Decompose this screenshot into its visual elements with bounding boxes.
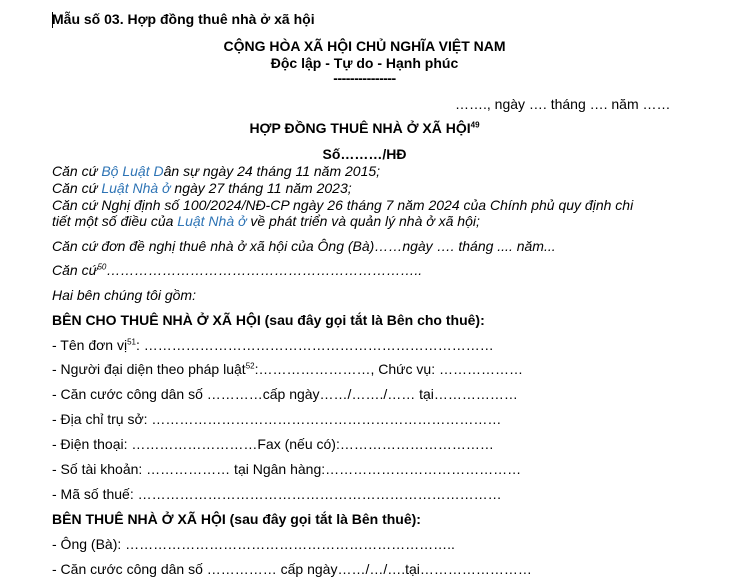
footnote-ref[interactable]: 49 (470, 120, 480, 130)
lessor-unit-name (52, 337, 494, 354)
basis-text: ………………………………………………………….. (106, 262, 423, 278)
basis-civil-code (52, 163, 380, 180)
basis-decree-cont (52, 213, 480, 230)
footnote-ref[interactable]: 51 (127, 337, 136, 347)
basis-other (52, 262, 422, 279)
field-blank: :……………………, Chức vụ: ……………… (254, 361, 523, 377)
basis-text: về phát triển và quản lý nhà ở xã hội; (246, 213, 480, 229)
basis-housing-law (52, 180, 352, 197)
housing-law-link[interactable]: Luật Nhà ở (177, 213, 247, 229)
lessor-id-card: - Căn cước công dân số …………cấp ngày……/……./…… tại……………… (52, 386, 518, 402)
field-label: - Người đại diện theo pháp luật (52, 361, 246, 377)
lessor-heading: BÊN CHO THUÊ NHÀ Ở XÃ HỘI (sau đây gọi tắt là Bên cho thuê): (52, 312, 485, 328)
footnote-ref[interactable]: 52 (245, 361, 255, 371)
lessor-phone-fax: - Điện thoại: ………………………Fax (nếu có):…………………………… (52, 436, 494, 452)
lessor-representative (52, 361, 523, 378)
field-blank: : ………………………………………………………………… (135, 337, 494, 353)
civil-code-link[interactable]: Bộ Luật D (101, 163, 164, 179)
lessee-heading: BÊN THUÊ NHÀ Ở XÃ HỘI (sau đây gọi tắt là Bên thuê): (52, 511, 421, 527)
header-divider: --------------- (333, 70, 396, 86)
lessor-office-address: - Địa chỉ trụ sở: ………………………………………………………………… (52, 411, 502, 427)
country-name: CỘNG HÒA XÃ HỘI CHỦ NGHĨA VIỆT NAM (223, 38, 506, 54)
contract-title (0, 120, 729, 137)
lessor-bank-account: - Số tài khoản: ……………… tại Ngân hàng:…………………………………… (52, 461, 522, 477)
basis-text: tiết một số điều của (52, 213, 178, 229)
parties-intro: Hai bên chúng tôi gồm: (52, 287, 196, 303)
contract-number: Số………/HĐ (322, 146, 407, 162)
form-title: Mẫu số 03. Hợp đồng thuê nhà ở xã hội (52, 11, 315, 27)
date-line: ……., ngày …. tháng …. năm …… (455, 96, 671, 112)
basis-application: Căn cứ đơn đề nghị thuê nhà ở xã hội của Ông (Bà)……ngày …. tháng .... năm... (52, 238, 556, 254)
footnote-ref[interactable]: 50 (97, 262, 107, 272)
basis-text: Căn cứ (52, 262, 98, 278)
basis-text: Căn cứ (52, 163, 102, 179)
housing-law-link[interactable]: Luật Nhà ở (101, 180, 171, 196)
basis-text: ngày 27 tháng 11 năm 2023; (170, 180, 352, 196)
basis-decree: Căn cứ Nghị định số 100/2024/NĐ-CP ngày 26 tháng 7 năm 2024 của Chính phủ quy định chi (52, 197, 634, 213)
basis-text: Căn cứ (52, 180, 102, 196)
contract-title-text: HỢP ĐỒNG THUÊ NHÀ Ở XÃ HỘI (249, 120, 471, 136)
lessor-tax-code: - Mã số thuế: …………………………………………………………………… (52, 486, 502, 502)
field-label: - Tên đơn vị (52, 337, 128, 353)
lessee-id-card: - Căn cước công dân số …………… cấp ngày……/…/….tại…………………… (52, 561, 532, 577)
basis-text: ân sự ngày 24 tháng 11 năm 2015; (163, 163, 381, 179)
lessee-name: - Ông (Bà): …………………………………………………………….. (52, 536, 455, 552)
national-motto: Độc lập - Tự do - Hạnh phúc (270, 55, 459, 71)
